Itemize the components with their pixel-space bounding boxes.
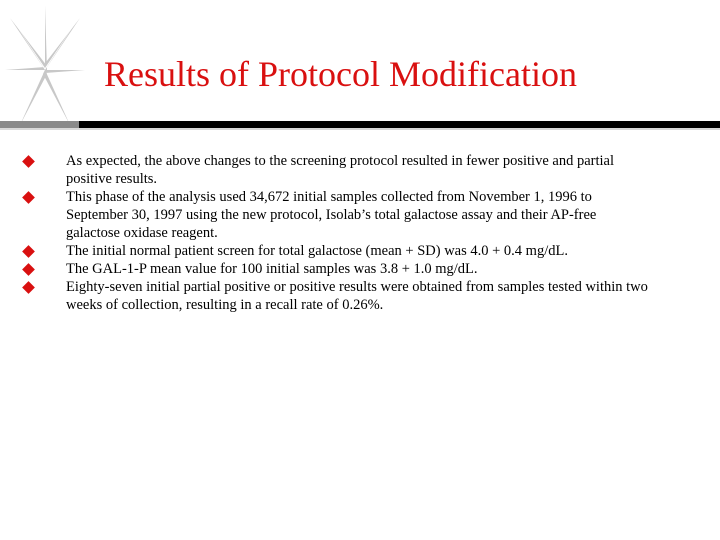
diamond-bullet-icon bbox=[22, 155, 35, 168]
diamond-bullet-icon bbox=[22, 263, 35, 276]
bullet-item bbox=[0, 242, 650, 260]
bullet-text: As expected, the above changes to the screening protocol resulted in fewer positive and partial positive results. bbox=[66, 153, 614, 187]
title-rule bbox=[0, 121, 720, 130]
bullet-list bbox=[0, 152, 720, 314]
bullet-item bbox=[0, 188, 650, 242]
bullet-item bbox=[0, 152, 650, 188]
diamond-bullet-icon bbox=[22, 281, 35, 294]
bullet-text: The GAL-1-P mean value for 100 initial samples was 3.8 + 1.0 mg/dL. bbox=[66, 261, 478, 277]
slide-title: Results of Protocol Modification bbox=[104, 54, 577, 94]
bullet-text: This phase of the analysis used 34,672 initial samples collected from November 1, 1996 to September 30, 1997 using the new protocol, Isolab’s total galactose assay and their AP-free galactose oxidase reagent. bbox=[66, 189, 597, 241]
diamond-bullet-icon bbox=[22, 191, 35, 204]
rule-black-segment bbox=[79, 121, 720, 128]
bullet-item bbox=[0, 260, 650, 278]
rule-shadow bbox=[0, 128, 720, 130]
diamond-bullet-icon bbox=[22, 245, 35, 258]
starburst-decoration bbox=[0, 0, 90, 135]
bullet-item bbox=[0, 278, 650, 314]
bullet-text: Eighty-seven initial partial positive or positive results were obtained from samples tested within two weeks of collection, resulting in a recall rate of 0.26%. bbox=[66, 279, 648, 313]
bullet-text: The initial normal patient screen for total galactose (mean + SD) was 4.0 + 0.4 mg/dL. bbox=[66, 243, 568, 259]
